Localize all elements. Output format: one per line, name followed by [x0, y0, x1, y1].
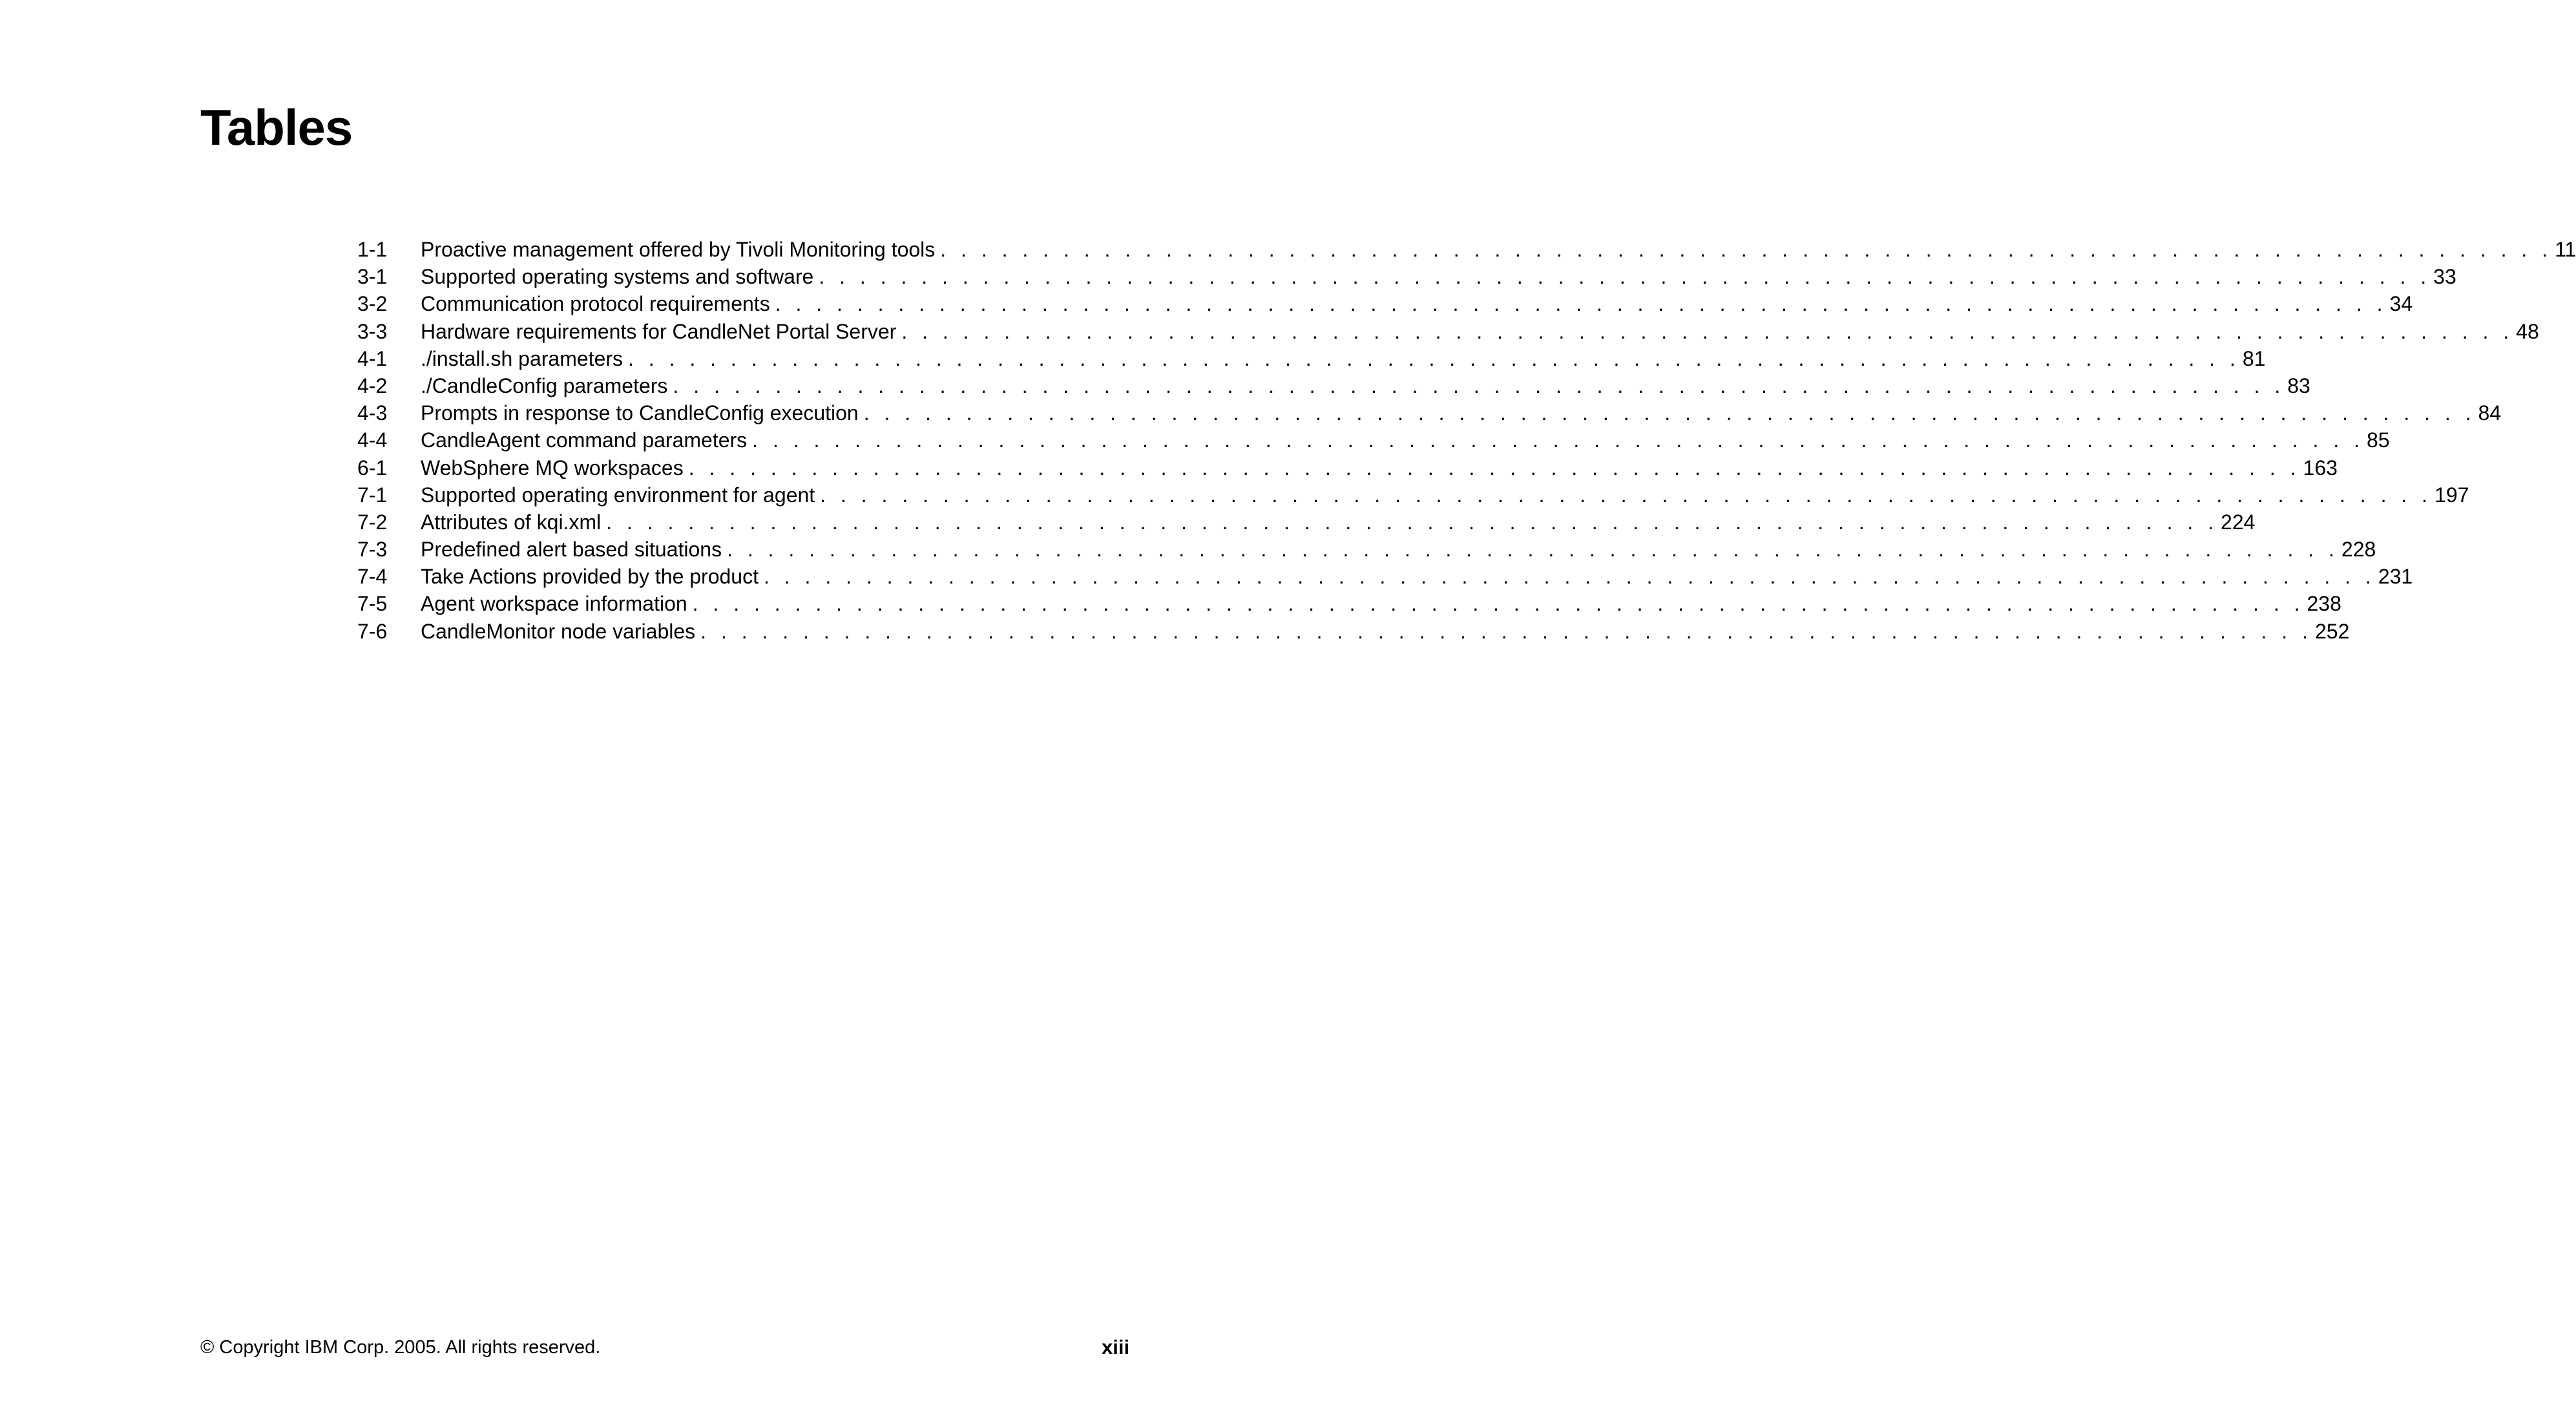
toc-entry-title: WebSphere MQ workspaces: [421, 456, 684, 479]
toc-entry-number: 3-1: [357, 265, 388, 289]
toc-entry-page: 11: [2555, 238, 2576, 261]
toc-entry-7-3[interactable]: [357, 536, 2376, 563]
toc-entry-4-2[interactable]: [357, 372, 2310, 399]
toc-entry-title: Prompts in response to CandleConfig execution: [421, 401, 859, 425]
toc-entry-7-1[interactable]: [357, 481, 2469, 509]
toc-entry-3-1[interactable]: [357, 263, 2456, 290]
toc-entry-number: 7-4: [357, 565, 388, 589]
toc-entry-number: 7-5: [357, 592, 388, 616]
toc-entry-title: CandleMonitor node variables: [421, 619, 696, 643]
toc-entry-3-3[interactable]: [357, 318, 2539, 345]
toc-entry-7-6[interactable]: [357, 618, 2350, 645]
toc-entry-number: 7-6: [357, 619, 388, 643]
toc-entry-title: ./CandleConfig parameters: [421, 374, 668, 397]
toc-entry-number: 6-1: [357, 456, 388, 479]
toc-entry-title: Hardware requirements for CandleNet Portal Server: [421, 319, 897, 343]
toc-dot-leader: . . . . . . . . . . . . . . . . . . . . . . . . . . . . . . . . . . . . . . . . . . . . . . . . . . . . . . . . . . . . . . . . . . . . . . . . . . . . . . .: [673, 374, 2285, 397]
toc-dot-leader: . . . . . . . . . . . . . . . . . . . . . . . . . . . . . . . . . . . . . . . . . . . . . . . . . . . . . . . . . . . . . . . . . . . . . . . . . . . . . . .: [692, 592, 2305, 616]
toc-entry-title: CandleAgent command parameters: [421, 428, 748, 452]
toc-dot-leader: . . . . . . . . . . . . . . . . . . . . . . . . . . . . . . . . . . . . . . . . . . . . . . . . . . . . . . . . . . . . . . . . . . . . . . . . . . . . . . .: [775, 292, 2387, 316]
tables-list: [357, 236, 2576, 645]
toc-entry-page: 228: [2341, 538, 2376, 562]
toc-entry-page: 252: [2314, 619, 2350, 643]
toc-entry-page: 224: [2221, 510, 2256, 534]
toc-entry-page: 83: [2287, 374, 2310, 397]
toc-entry-number: 4-1: [357, 346, 388, 370]
toc-entry-title: Agent workspace information: [421, 592, 687, 616]
toc-entry-page: 231: [2378, 565, 2413, 589]
toc-dot-leader: . . . . . . . . . . . . . . . . . . . . . . . . . . . . . . . . . . . . . . . . . . . . . . . . . . . . . . . . . . . . . . . . . . . . . . . . . . . . . . .: [820, 483, 2433, 507]
toc-dot-leader: . . . . . . . . . . . . . . . . . . . . . . . . . . . . . . . . . . . . . . . . . . . . . . . . . . . . . . . . . . . . . . . . . . . . . . . . . . . . . . .: [700, 619, 2312, 643]
toc-dot-leader: . . . . . . . . . . . . . . . . . . . . . . . . . . . . . . . . . . . . . . . . . . . . . . . . . . . . . . . . . . . . . . . . . . . . . . . . . . . . . . .: [727, 538, 2339, 562]
toc-entry-title: ./install.sh parameters: [421, 346, 623, 370]
toc-entry-number: 7-1: [357, 483, 388, 507]
toc-entry-page: 238: [2307, 592, 2341, 616]
toc-entry-title: Attributes of kqi.xml: [421, 510, 602, 534]
toc-entry-4-4[interactable]: [357, 427, 2390, 454]
toc-entry-number: 3-2: [357, 292, 388, 316]
toc-dot-leader: . . . . . . . . . . . . . . . . . . . . . . . . . . . . . . . . . . . . . . . . . . . . . . . . . . . . . . . . . . . . . . . . . . . . . . . . . . . . . . .: [763, 565, 2376, 589]
toc-dot-leader: . . . . . . . . . . . . . . . . . . . . . . . . . . . . . . . . . . . . . . . . . . . . . . . . . . . . . . . . . . . . . . . . . . . . . . . . . . . . . . .: [688, 456, 2301, 479]
footer-page-number: xiii: [1102, 1336, 1130, 1358]
toc-entry-page: 81: [2242, 346, 2266, 370]
toc-entry-title: Communication protocol requirements: [421, 292, 770, 316]
toc-entry-number: 4-3: [357, 401, 388, 425]
toc-entry-6-1[interactable]: [357, 454, 2338, 481]
toc-entry-7-2[interactable]: [357, 509, 2256, 536]
toc-entry-title: Predefined alert based situations: [421, 538, 722, 562]
toc-entry-number: 7-3: [357, 538, 388, 562]
toc-dot-leader: . . . . . . . . . . . . . . . . . . . . . . . . . . . . . . . . . . . . . . . . . . . . . . . . . . . . . . . . . . . . . . . . . . . . . . . . . . . . . . .: [606, 510, 2219, 534]
toc-entry-4-1[interactable]: [357, 345, 2266, 372]
toc-entry-page: 85: [2366, 428, 2390, 452]
toc-entry-1-1[interactable]: [357, 236, 2576, 263]
toc-entry-3-2[interactable]: [357, 290, 2413, 317]
toc-entry-number: 4-2: [357, 374, 388, 397]
toc-entry-page: 48: [2516, 319, 2539, 343]
toc-entry-number: 3-3: [357, 319, 388, 343]
toc-dot-leader: . . . . . . . . . . . . . . . . . . . . . . . . . . . . . . . . . . . . . . . . . . . . . . . . . . . . . . . . . . . . . . . . . . . . . . . . . . . . . . .: [752, 428, 2364, 452]
toc-entry-7-4[interactable]: [357, 563, 2413, 590]
toc-dot-leader: . . . . . . . . . . . . . . . . . . . . . . . . . . . . . . . . . . . . . . . . . . . . . . . . . . . . . . . . . . . . . . . . . . . . . . . . . . . . . . .: [628, 346, 2240, 370]
toc-entry-title: Take Actions provided by the product: [421, 565, 759, 589]
toc-entry-page: 163: [2303, 456, 2338, 479]
toc-entry-page: 33: [2433, 265, 2456, 289]
toc-entry-page: 34: [2389, 292, 2413, 316]
toc-entry-number: 7-2: [357, 510, 388, 534]
toc-entry-number: 4-4: [357, 428, 388, 452]
toc-entry-page: 84: [2478, 401, 2502, 425]
toc-entry-page: 197: [2435, 483, 2469, 507]
toc-entry-title: Proactive management offered by Tivoli Monitoring tools: [421, 238, 936, 261]
page-title: Tables: [200, 99, 353, 156]
footer-copyright: © Copyright IBM Corp. 2005. All rights reserved.: [200, 1337, 601, 1358]
toc-entry-number: 1-1: [357, 238, 388, 261]
toc-entry-title: Supported operating environment for agent: [421, 483, 815, 507]
toc-dot-leader: . . . . . . . . . . . . . . . . . . . . . . . . . . . . . . . . . . . . . . . . . . . . . . . . . . . . . . . . . . . . . . . . . . . . . . . . . . . . . . .: [940, 238, 2553, 261]
toc-dot-leader: . . . . . . . . . . . . . . . . . . . . . . . . . . . . . . . . . . . . . . . . . . . . . . . . . . . . . . . . . . . . . . . . . . . . . . . . . . . . . . .: [863, 401, 2476, 425]
toc-entry-7-5[interactable]: [357, 590, 2341, 617]
toc-dot-leader: . . . . . . . . . . . . . . . . . . . . . . . . . . . . . . . . . . . . . . . . . . . . . . . . . . . . . . . . . . . . . . . . . . . . . . . . . . . . . . .: [901, 319, 2514, 343]
toc-entry-title: Supported operating systems and software: [421, 265, 814, 289]
toc-dot-leader: . . . . . . . . . . . . . . . . . . . . . . . . . . . . . . . . . . . . . . . . . . . . . . . . . . . . . . . . . . . . . . . . . . . . . . . . . . . . . . .: [819, 265, 2431, 289]
toc-entry-4-3[interactable]: [357, 399, 2502, 427]
